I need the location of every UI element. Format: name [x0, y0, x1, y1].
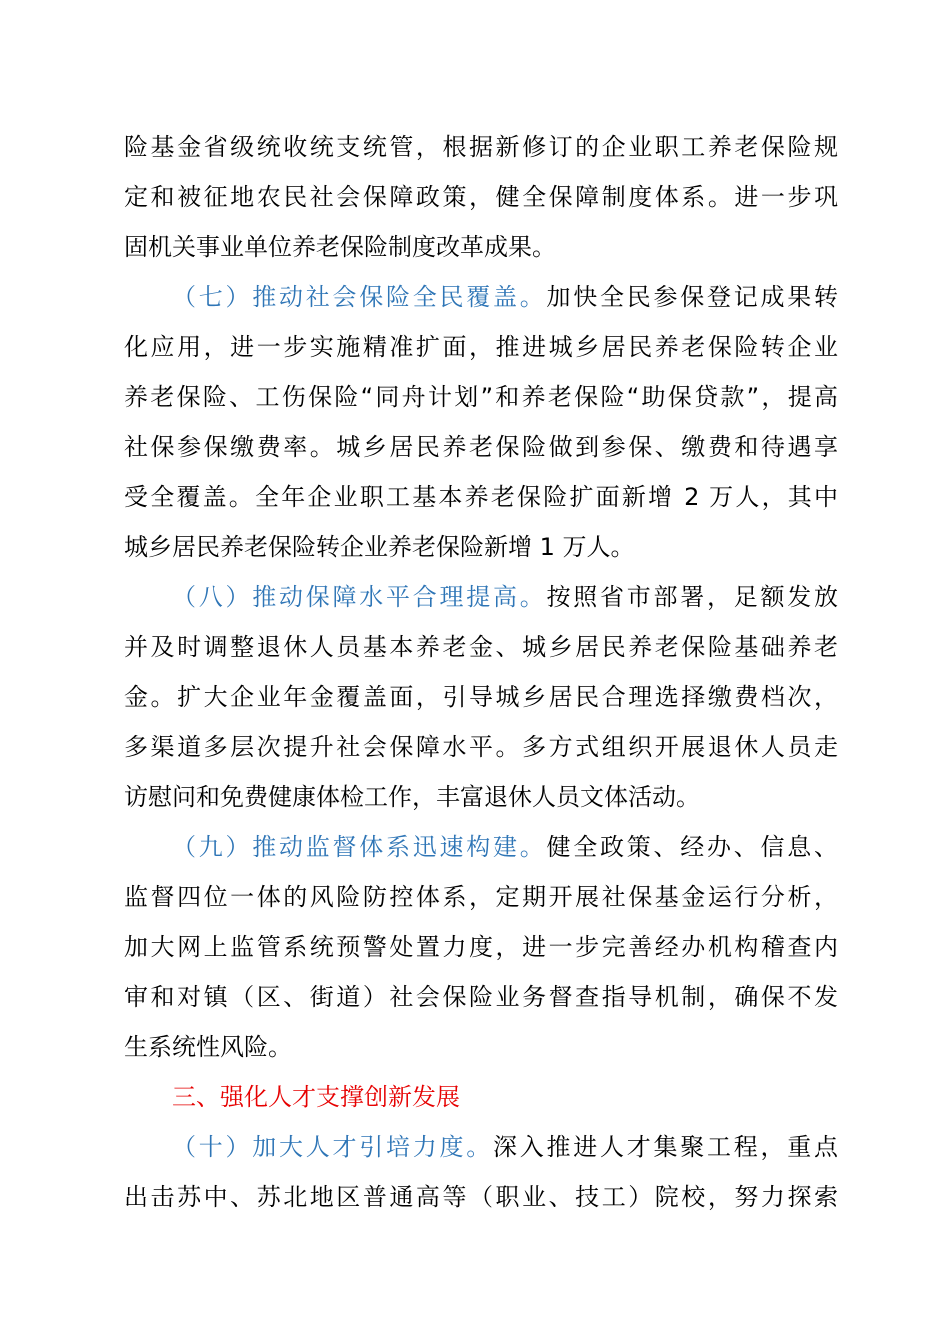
item-heading-8: （八）推动保障水平合理提高。 — [172, 583, 547, 611]
paragraph-line-with-heading — [172, 1125, 838, 1169]
paragraph-line: 审和对镇（区、街道）社会保险业务督查指导机制，确保不发 — [124, 983, 838, 1011]
paragraph-line: 社保参保缴费率。城乡居民养老保险做到参保、缴费和待遇享 — [124, 433, 838, 461]
item-heading-10: （十）加大人才引培力度。 — [172, 1133, 493, 1161]
paragraph-line: 固机关事业单位养老保险制度改革成果。 — [124, 233, 556, 261]
paragraph-line: 金。扩大企业年金覆盖面，引导城乡居民合理选择缴费档次， — [124, 683, 838, 711]
paragraph-line: 定和被征地农民社会保障政策，健全保障制度体系。进一步巩 — [124, 183, 838, 211]
paragraph-text: 深入推进人才集聚工程，重点 — [493, 1133, 838, 1161]
paragraph-line: 受全覆盖。全年企业职工基本养老保险扩面新增 2 万人，其中 — [124, 483, 838, 511]
paragraph-text: 加快全民参保登记成果转 — [546, 283, 838, 311]
paragraph-line: 并及时调整退休人员基本养老金、城乡居民养老保险基础养老 — [124, 633, 838, 661]
paragraph-line: 城乡居民养老保险转企业养老保险新增 1 万人。 — [124, 533, 635, 561]
paragraph-line: 加大网上监管系统预警处置力度，进一步完善经办机构稽查内 — [124, 933, 838, 961]
paragraph-line: 监督四位一体的风险防控体系，定期开展社保基金运行分析， — [124, 883, 838, 911]
paragraph-line-with-heading — [172, 575, 838, 619]
item-heading-9: （九）推动监督体系迅速构建。 — [172, 833, 547, 861]
paragraph-text: 按照省市部署，足额发放 — [546, 583, 838, 611]
paragraph-line: 险基金省级统收统支统管，根据新修订的企业职工养老保险规 — [124, 133, 838, 161]
paragraph-line: 养老保险、工伤保险“同舟计划”和养老保险“助保贷款”，提高 — [124, 383, 838, 411]
paragraph-line: 出击苏中、苏北地区普通高等（职业、技工）院校，努力探索 — [124, 1183, 838, 1211]
paragraph-line-with-heading — [172, 825, 838, 869]
section-heading-3: 三、强化人才支撑创新发展 — [172, 1083, 460, 1111]
paragraph-line: 生系统性风险。 — [124, 1033, 292, 1061]
paragraph-line-with-heading — [172, 275, 838, 319]
paragraph-line: 访慰问和免费健康体检工作，丰富退休人员文体活动。 — [124, 783, 700, 811]
paragraph-line: 多渠道多层次提升社会保障水平。多方式组织开展退休人员走 — [124, 733, 838, 761]
paragraph-line: 化应用，进一步实施精准扩面，推进城乡居民养老保险转企业 — [124, 333, 838, 361]
paragraph-text: 健全政策、经办、信息、 — [546, 833, 838, 861]
item-heading-7: （七）推动社会保险全民覆盖。 — [172, 283, 547, 311]
